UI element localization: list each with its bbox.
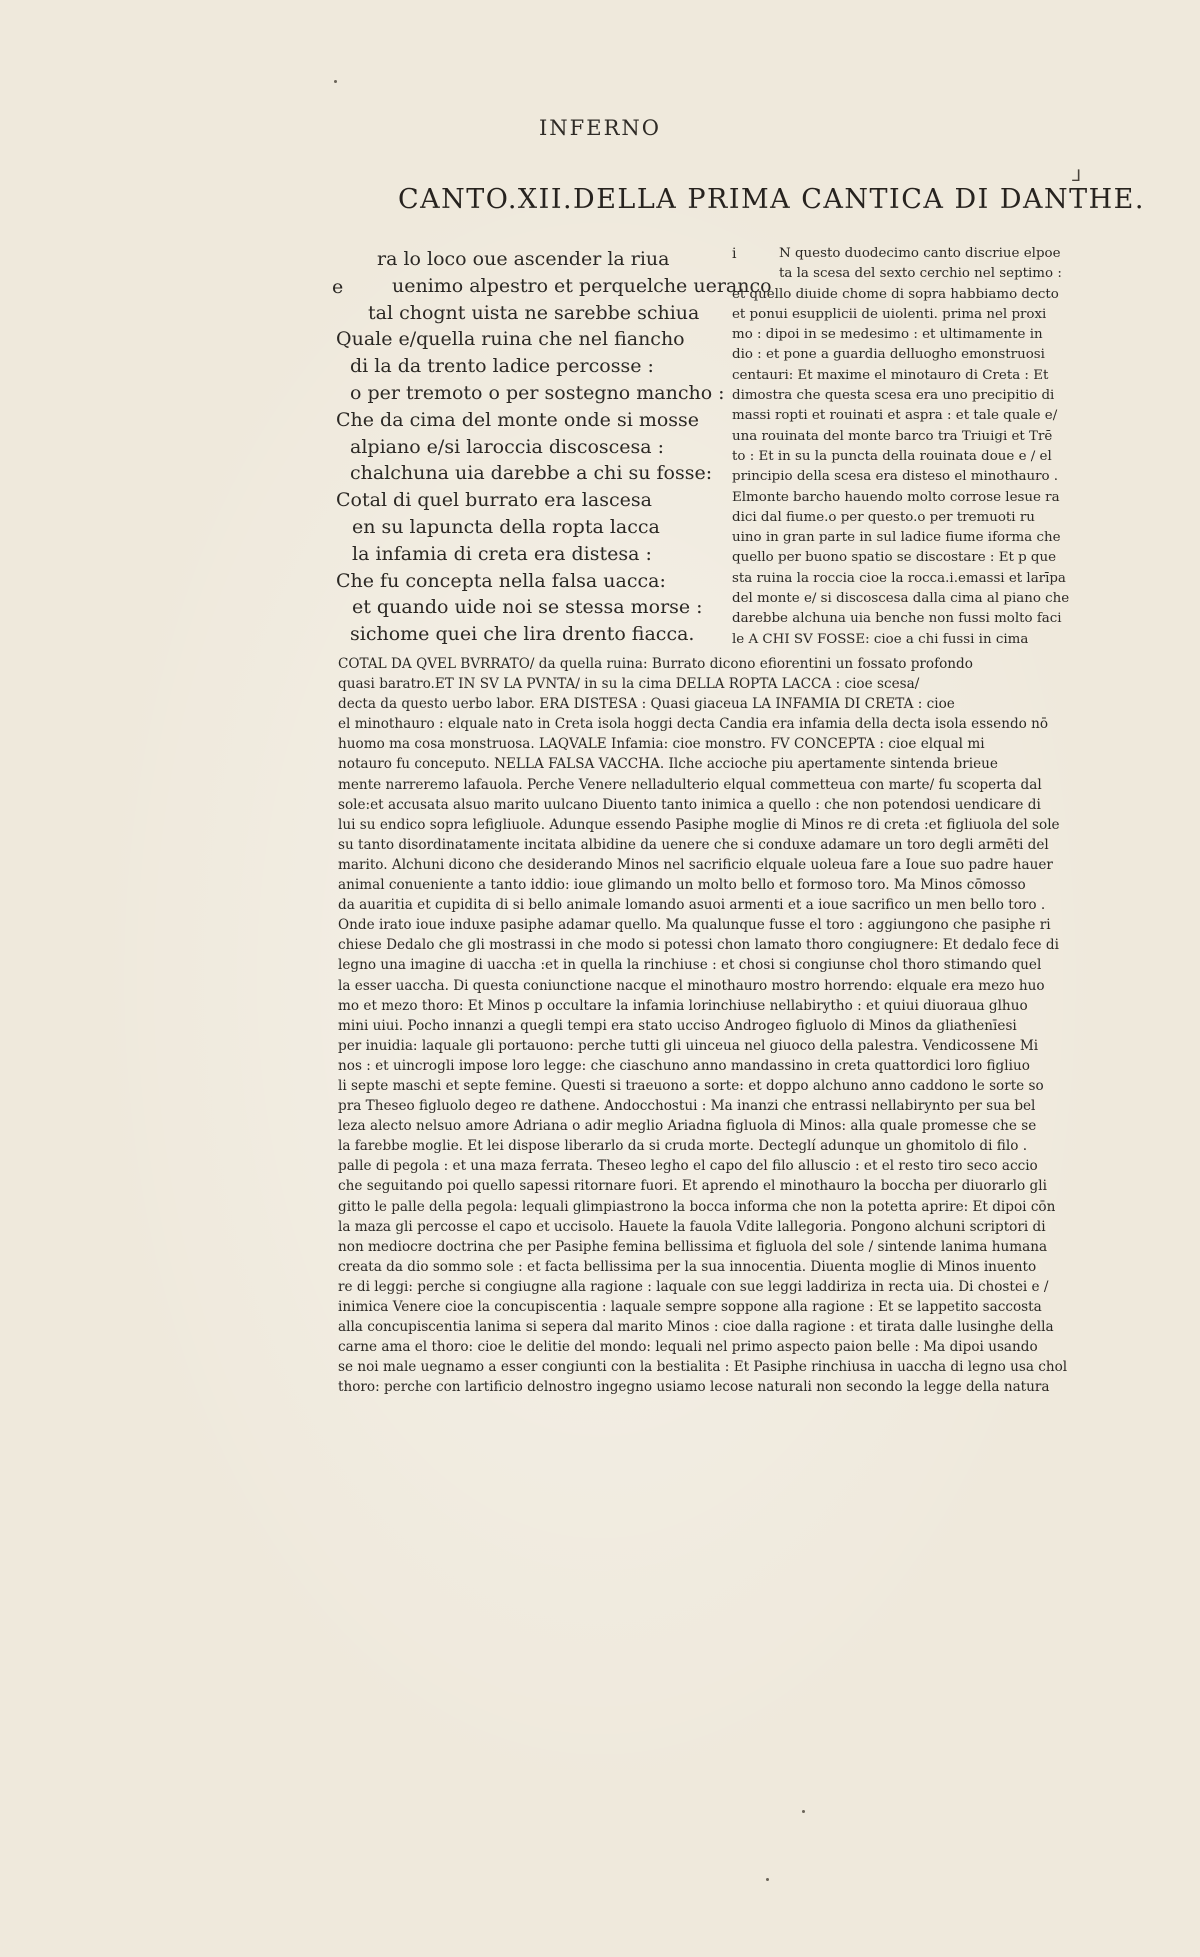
verse-line: tal chognt uista ne sarebbe schiua bbox=[368, 301, 700, 324]
commentary-line: li septe maschi et septe femine. Questi si traeuono a sorte: et doppo alchuno anno caddono le sorte so bbox=[338, 1077, 1044, 1094]
commentary-line: palle di pegola : et una maza ferrata. Theseo legho el capo del filo alluscio : et el resto tiro seco accio bbox=[338, 1158, 1038, 1175]
gloss-line: le A CHI SV FOSSE: cioe a chi fussi in cima bbox=[732, 631, 1029, 647]
gloss-line: uino in gran parte in sul ladice fiume iforma che bbox=[732, 530, 1061, 546]
commentary-line: gitto le palle della pegola: lequali glimpiastrono la bocca informa che non la potetta aprire: Et dipoi cōn bbox=[338, 1198, 1056, 1215]
verse-line: sichome quei che lira drento fiacca. bbox=[350, 623, 695, 646]
gloss-line: dici dal fiume.o per questo.o per tremuoti ru bbox=[732, 509, 1035, 525]
verse-line: di la da trento ladice percosse : bbox=[350, 355, 654, 378]
gloss-line: N questo duodecimo canto discriue elpoe bbox=[779, 246, 1061, 261]
gloss-line: centauri: Et maxime el minotauro di Creta : Et bbox=[732, 367, 1049, 383]
commentary-line: sole:et accusata alsuo marito uulcano Diuento tanto inimica a quello : che non potendosi uendicare di bbox=[338, 796, 1041, 813]
commentary-line: mente narreremo lafauola. Perche Venere nelladulterio elqual commetteua con marte/ fu scoperta dal bbox=[338, 776, 1042, 793]
verse-line: alpiano e/si laroccia discoscesa : bbox=[350, 435, 665, 458]
commentary-line: lui su endico sopra lefigliuole. Adunque essendo Pasiphe moglie di Minos re di creta :et figliuola del sole bbox=[338, 816, 1060, 833]
verse-column bbox=[332, 246, 772, 648]
commentary-line: animal conueniente a tanto iddio: ioue glimando un molto bello et formoso toro. Ma Minos cōmosso bbox=[338, 877, 1026, 894]
commentary-line: non mediocre doctrina che per Pasiphe femina bellissima et figluola del sole / sintende lanima humana bbox=[338, 1238, 1048, 1255]
commentary-line: pra Theseo figluolo degeo re dathene. Andocchostui : Ma inanzi che entrassi nellabirynto per sua bel bbox=[338, 1098, 1036, 1115]
commentary-line: COTAL DA QVEL BVRRATO/ da quella ruina: Burrato dicono efiorentini un fossato profondo bbox=[338, 656, 973, 672]
folio-mark: ⅃ bbox=[1072, 166, 1081, 185]
commentary-line: su tanto disordinatamente incitata albidine da uenere che si conduxe adamare un toro degli armēti del bbox=[338, 836, 1049, 853]
paper-speck bbox=[802, 1810, 805, 1813]
gloss-line: dimostra che questa scesa era uno precipitio di bbox=[732, 388, 1055, 404]
commentary-line: la esser uaccha. Di questa coniunctione nacque el minothauro mostro horrendo: elquale era mezo huo bbox=[338, 977, 1045, 994]
verse-line: Che fu concepta nella falsa uacca: bbox=[336, 569, 666, 592]
verse-line: Quale e/quella ruina che nel fiancho bbox=[336, 328, 685, 351]
commentary-line: thoro: perche con lartificio delnostro ingegno usiamo lecose naturali non secondo la legge della natura bbox=[338, 1379, 1050, 1396]
gloss-initial: i bbox=[732, 246, 737, 262]
commentary-line: carne ama el thoro: cioe le delitie del mondo: lequali nel primo aspecto paion belle : Ma dipoi usando bbox=[338, 1339, 1038, 1356]
commentary-line: decta da questo uerbo labor. ERA DISTESA : Quasi giaceua LA INFAMIA DI CRETA : cioe bbox=[338, 696, 955, 713]
verse-line: Cotal di quel burrato era lascesa bbox=[336, 489, 652, 512]
commentary-line: se noi male uegnamo a esser congiunti con la bestialita : Et Pasiphe rinchiusa in uaccha di legno usa chol bbox=[338, 1359, 1068, 1376]
gloss-line: del monte e/ si discoscesa dalla cima al piano che bbox=[732, 591, 1070, 607]
commentary-line: da auaritia et cupidita di si bello animale lomando asuoi armenti et a ioue sacrifico un men bello toro . bbox=[338, 897, 1046, 914]
verse-line: uenimo alpestro et perquelche ueranco bbox=[392, 274, 772, 297]
commentary-line: la farebbe moglie. Et lei dispose liberarlo da si cruda morte. Decteglí adunque un ghomitolo di filo . bbox=[338, 1138, 1028, 1155]
verse-line: et quando uide noi se stessa morse : bbox=[352, 596, 703, 619]
commentary-line: mo et mezo thoro: Et Minos p occultare la infamia lorinchiuse nellabirytho : et quiui diuoraua glhuo bbox=[338, 997, 1028, 1014]
commentary-line: creata da dio sommo sole : et facta bellissima per la sua innocentia. Diuenta moglie di Minos inuento bbox=[338, 1258, 1037, 1275]
gloss-line: massi ropti et rouinati et aspra : et tale quale e/ bbox=[732, 408, 1058, 424]
commentary-line: marito. Alchuni dicono che desiderando Minos nel sacrificio elquale uoleua fare a Ioue suo padre hauer bbox=[338, 856, 1053, 873]
verse-line: Che da cima del monte onde si mosse bbox=[336, 408, 700, 431]
commentary-line: chiese Dedalo che gli mostrassi in che modo si potessi chon lamato thoro congiugnere: Et dedalo fece di bbox=[338, 937, 1059, 954]
commentary-line: leza alecto nelsuo amore Adriana o adir meglio Ariadna figluola di Minos: alla quale promesse che se bbox=[338, 1118, 1037, 1135]
gloss-line: ta la scesa del sexto cerchio nel septimo : bbox=[779, 266, 1062, 282]
canto-title: CANTO.XII.DELLA PRIMA CANTICA DI DANTHE. bbox=[398, 184, 1145, 215]
commentary-line: Onde irato ioue induxe pasiphe adamar quello. Ma qualunque fusse el toro : aggiungono che pasiphe ri bbox=[338, 917, 1051, 934]
gloss-line: dio : et pone a guardia delluogho emonstruosi bbox=[732, 347, 1045, 363]
paper-speck bbox=[334, 80, 337, 83]
verse-line: ra lo loco oue ascender la riua bbox=[377, 248, 670, 270]
commentary-line: el minothauro : elquale nato in Creta isola hoggi decta Candia era infamia della decta isola essendo nō bbox=[338, 716, 1049, 733]
commentary-line: re di leggi: perche si congiugne alla ragione : laquale con sue leggi laddiriza in recta uia. Di chostei e / bbox=[338, 1278, 1049, 1295]
gloss-line: Elmonte barcho hauendo molto corrose lesue ra bbox=[732, 489, 1060, 505]
commentary-line: mini uiui. Pocho innanzi a quegli tempi era stato ucciso Androgeo figluolo di Minos da gliathenīesi bbox=[338, 1017, 1017, 1034]
gloss-line: mo : dipoi in se medesimo : et ultimamente in bbox=[732, 327, 1043, 343]
verse-line: o per tremoto o per sostegno mancho : bbox=[350, 381, 725, 404]
running-head: INFERNO bbox=[539, 116, 661, 140]
gloss-line: una rouinata del monte barco tra Triuigi et Trē bbox=[732, 428, 1053, 444]
commentary-line: huomo ma cosa monstruosa. LAQVALE Infamia: cioe monstro. FV CONCEPTA : cioe elqual mi bbox=[338, 736, 985, 753]
verse-line: en su lapuncta della ropta lacca bbox=[352, 515, 660, 538]
verse-line: la infamia di creta era distesa : bbox=[352, 542, 652, 565]
commentary-line: legno una imagine di uaccha :et in quella la rinchiuse : et chosi si congiunse chol thoro stimando quel bbox=[338, 957, 1042, 974]
commentary-line: notauro fu conceputo. NELLA FALSA VACCHA. Ilche accioche piu apertamente sintenda brieue bbox=[338, 756, 998, 773]
gloss-line: darebbe alchuna uia benche non fussi molto faci bbox=[732, 611, 1062, 627]
commentary-line: inimica Venere cioe la concupiscentia : laquale sempre soppone alla ragione : Et se lappetito saccosta bbox=[338, 1299, 1042, 1315]
commentary-block bbox=[338, 654, 1098, 1397]
paper-speck bbox=[766, 1878, 769, 1881]
verse-initial: e bbox=[332, 276, 344, 298]
commentary-line: quasi baratro.ET IN SV LA PVNTA/ in su la cima DELLA ROPTA LACCA : cioe scesa/ bbox=[338, 676, 920, 693]
gloss-line: principio della scesa era disteso el minothauro . bbox=[732, 469, 1059, 485]
gloss-line: sta ruina la roccia cioe la rocca.i.emassi et larīpa bbox=[732, 570, 1066, 586]
commentary-line: che seguitando poi quello sapessi ritornare fuori. Et aprendo el minothauro la boccha per diuorarlo gli bbox=[338, 1178, 1047, 1195]
commentary-line: per inuidia: laquale gli portauono: perche tutti gli uinceua nel giuoco della palestra. Vendicossene Mi bbox=[338, 1037, 1039, 1054]
gloss-line: quello per buono spatio se discostare : Et p que bbox=[732, 550, 1057, 566]
gloss-column bbox=[732, 244, 1094, 650]
commentary-line: nos : et uincrogli impose loro legge: che ciaschuno anno mandassino in creta quattordici loro figliuo bbox=[338, 1057, 1030, 1074]
commentary-line: alla concupiscentia lanima si sepera dal marito Minos : cioe dalla ragione : et tirata dalle lusinghe della bbox=[338, 1319, 1054, 1336]
verse-line: chalchuna uia darebbe a chi su fosse: bbox=[350, 462, 713, 485]
gloss-line: et ponui esupplicii de uiolenti. prima nel proxi bbox=[732, 306, 1047, 322]
gloss-line: to : Et in su la puncta della rouinata doue e / el bbox=[732, 448, 1052, 464]
gloss-line: et quello diuide chome di sopra habbiamo decto bbox=[732, 286, 1059, 302]
commentary-line: la maza gli percosse el capo et uccisolo. Hauete la fauola Vdite lallegoria. Pongono alchuni scriptori di bbox=[338, 1218, 1046, 1235]
